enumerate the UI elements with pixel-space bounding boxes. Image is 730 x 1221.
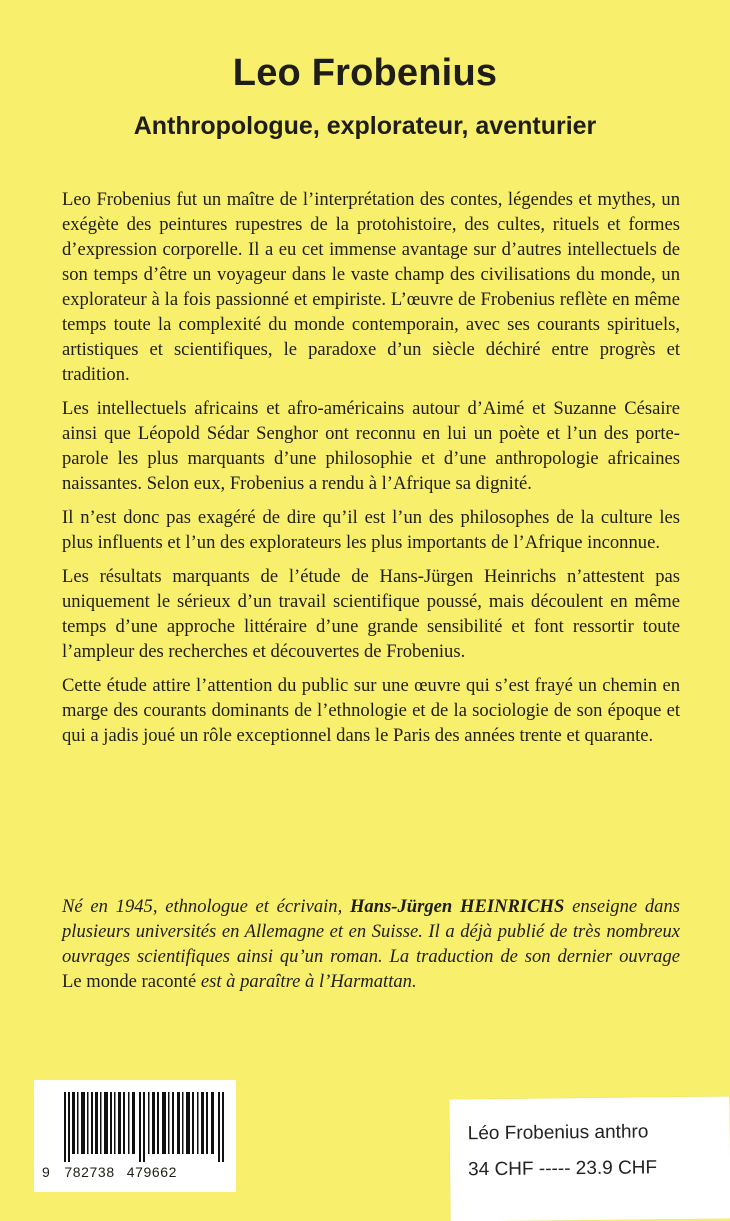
isbn-group-1: 782738 (64, 1164, 115, 1180)
paragraph-5: Cette étude attire l’attention du public sur une œuvre qui s’est frayé un chemin en marge des courants dominants de l’ethnologie et de la sociologie de son époque et qui a jadis joué un rôle exceptionnel dans le Paris des années trente et quarante. (62, 675, 680, 746)
author-bio (62, 894, 680, 994)
isbn-prefix: 9 (42, 1164, 51, 1180)
sticker-price: 34 CHF ----- 23.9 CHF (467, 1157, 658, 1181)
paragraph-4: Les résultats marquants de l’étude de Hans-Jürgen Heinrichs n’attestent pas uniquement le sérieux d’un travail scientifique poussé, mais découlent en même temps d’une approche littéraire d’une grande sensibilité et font ressortir toute l’ampleur des recherches et découvertes de Frobenius. (62, 566, 680, 662)
next-book-title: Le monde raconté (62, 971, 197, 992)
paragraph-2: Les intellectuels africains et afro-américains autour d’Aimé et Suzanne Césaire ainsi que Léopold Sédar Senghor ont reconnu en lui un poète et l’un des porte-parole les plus marquants d’une philosophie et d’une anthropologie africaines naissantes. Selon eux, Frobenius a rendu à l’Afrique sa dignité. (62, 398, 680, 494)
bio-intro: Né en 1945, ethnologue et écrivain, (62, 896, 350, 917)
sticker-title: Léo Frobenius anthro (467, 1121, 649, 1145)
barcode-bars (64, 1092, 224, 1162)
isbn-group-2: 479662 (126, 1164, 178, 1180)
bio-end: est à paraître à l’Harmattan. (196, 971, 417, 992)
paragraph-3: Il n’est donc pas exagéré de dire qu’il est l’un des philosophes de la culture les plus influents et l’un des explorateurs les plus importants de l’Afrique inconnue. (62, 507, 680, 553)
bio-middle: enseigne dans plusieurs universités en Allemagne et en Suisse. Il a déjà publié de très nombreux ouvrages scientifiques ainsi qu’un roman. La traduction de son dernier ouvrage (62, 896, 680, 967)
back-cover-text (62, 187, 680, 757)
isbn-digits (42, 1164, 232, 1180)
author-name: Hans-Jürgen HEINRICHS (349, 896, 565, 917)
book-title: Leo Frobenius (232, 52, 498, 94)
isbn-barcode (34, 1080, 236, 1192)
paragraph-1: Leo Frobenius fut un maître de l’interprétation des contes, légendes et mythes, un exégète des peintures rupestres de la protohistoire, des cultes, rituels et formes d’expression corporelle. Il a eu cet immense avantage sur d’autres intellectuels de son temps d’être un voyageur dans le vaste champ des civilisations du monde, un explorateur à la fois passionné et empiriste. L’œuvre de Frobenius reflète en même temps toute la complexité du monde contemporain, avec ses courants spirituels, artistiques et scientifiques, le paradoxe d’un siècle déchiré entre progrès et tradition. (62, 189, 680, 385)
price-sticker (449, 1097, 730, 1221)
book-subtitle: Anthropologue, explorateur, aventurier (133, 112, 597, 140)
